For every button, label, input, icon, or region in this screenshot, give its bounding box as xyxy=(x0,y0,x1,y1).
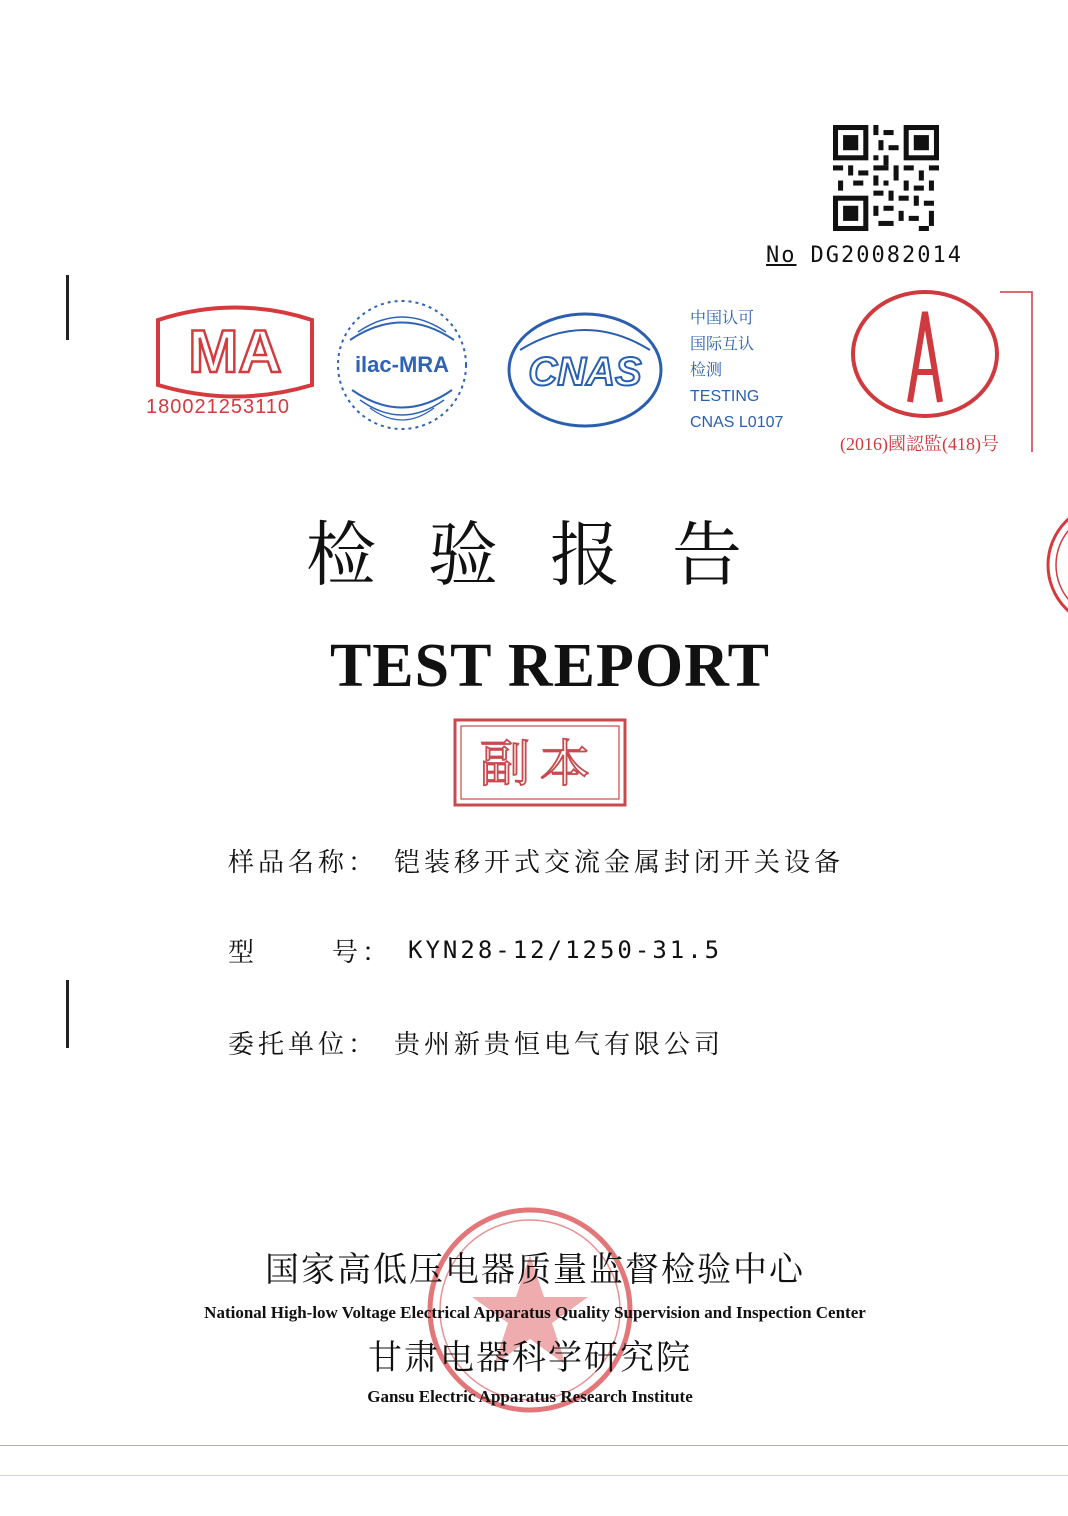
report-number-label: No xyxy=(766,242,797,268)
scan-bottom-line-2 xyxy=(0,1475,1068,1476)
cnas-line: 检测 xyxy=(690,362,723,379)
svg-text:副本: 副本 xyxy=(480,735,600,793)
ca-stamp-number: (2016)國認監(418)号 xyxy=(840,434,999,454)
cma-number: 180021253110 xyxy=(146,396,290,418)
report-title-en: TEST REPORT xyxy=(329,632,771,700)
qr-code-icon xyxy=(833,125,939,231)
client-label: 委托单位 xyxy=(228,1029,349,1060)
client-row xyxy=(228,1022,988,1062)
svg-text:MA: MA xyxy=(188,318,282,385)
cnas-line: CNAS L0107 xyxy=(690,414,784,431)
cnas-accreditation-text xyxy=(690,306,820,436)
svg-text:ilac-MRA: ilac-MRA xyxy=(354,352,450,377)
cnas-line: 中国认可 xyxy=(690,310,755,327)
copy-stamp-icon xyxy=(450,715,630,810)
sample-name-value: 铠装移开式交流金属封闭开关设备 xyxy=(394,847,845,878)
model-row xyxy=(228,930,988,970)
scan-bottom-line xyxy=(0,1445,1068,1446)
institute-name-cn: 甘肃电器科学研究院 xyxy=(368,1338,692,1378)
cnas-logo-icon xyxy=(500,305,670,435)
center-name-en: National High-low Voltage Electrical Apparatus Quality Supervision and Inspection Center xyxy=(204,1303,866,1322)
report-number xyxy=(766,240,986,270)
scan-edge-mark-top xyxy=(66,275,69,340)
ilac-mra-logo-icon xyxy=(330,290,475,440)
institute-name-en: Gansu Electric Apparatus Research Institute xyxy=(367,1387,693,1406)
edge-seal-stamp-icon xyxy=(1030,500,1068,630)
center-name-cn: 国家高低压电器质量监督检验中心 xyxy=(265,1250,805,1290)
model-label-2: 号 xyxy=(332,937,363,968)
sample-name-label: 样品名称 xyxy=(228,847,349,878)
colon: ： xyxy=(348,847,379,878)
model-label-1: 型 xyxy=(228,937,259,968)
client-value: 贵州新贵恒电气有限公司 xyxy=(394,1029,725,1060)
colon: ： xyxy=(348,1029,379,1060)
svg-text:CNAS: CNAS xyxy=(528,350,642,394)
report-number-value: DG20082014 xyxy=(810,242,963,268)
cnas-line: TESTING xyxy=(690,388,760,405)
sample-name-row xyxy=(228,840,988,880)
report-title-cn: 检验报告 xyxy=(306,514,794,596)
colon: ： xyxy=(362,937,393,968)
model-value: KYN28-12/1250-31.5 xyxy=(408,936,723,964)
cnas-line: 国际互认 xyxy=(690,336,755,353)
scan-edge-mark-bottom xyxy=(66,980,69,1048)
